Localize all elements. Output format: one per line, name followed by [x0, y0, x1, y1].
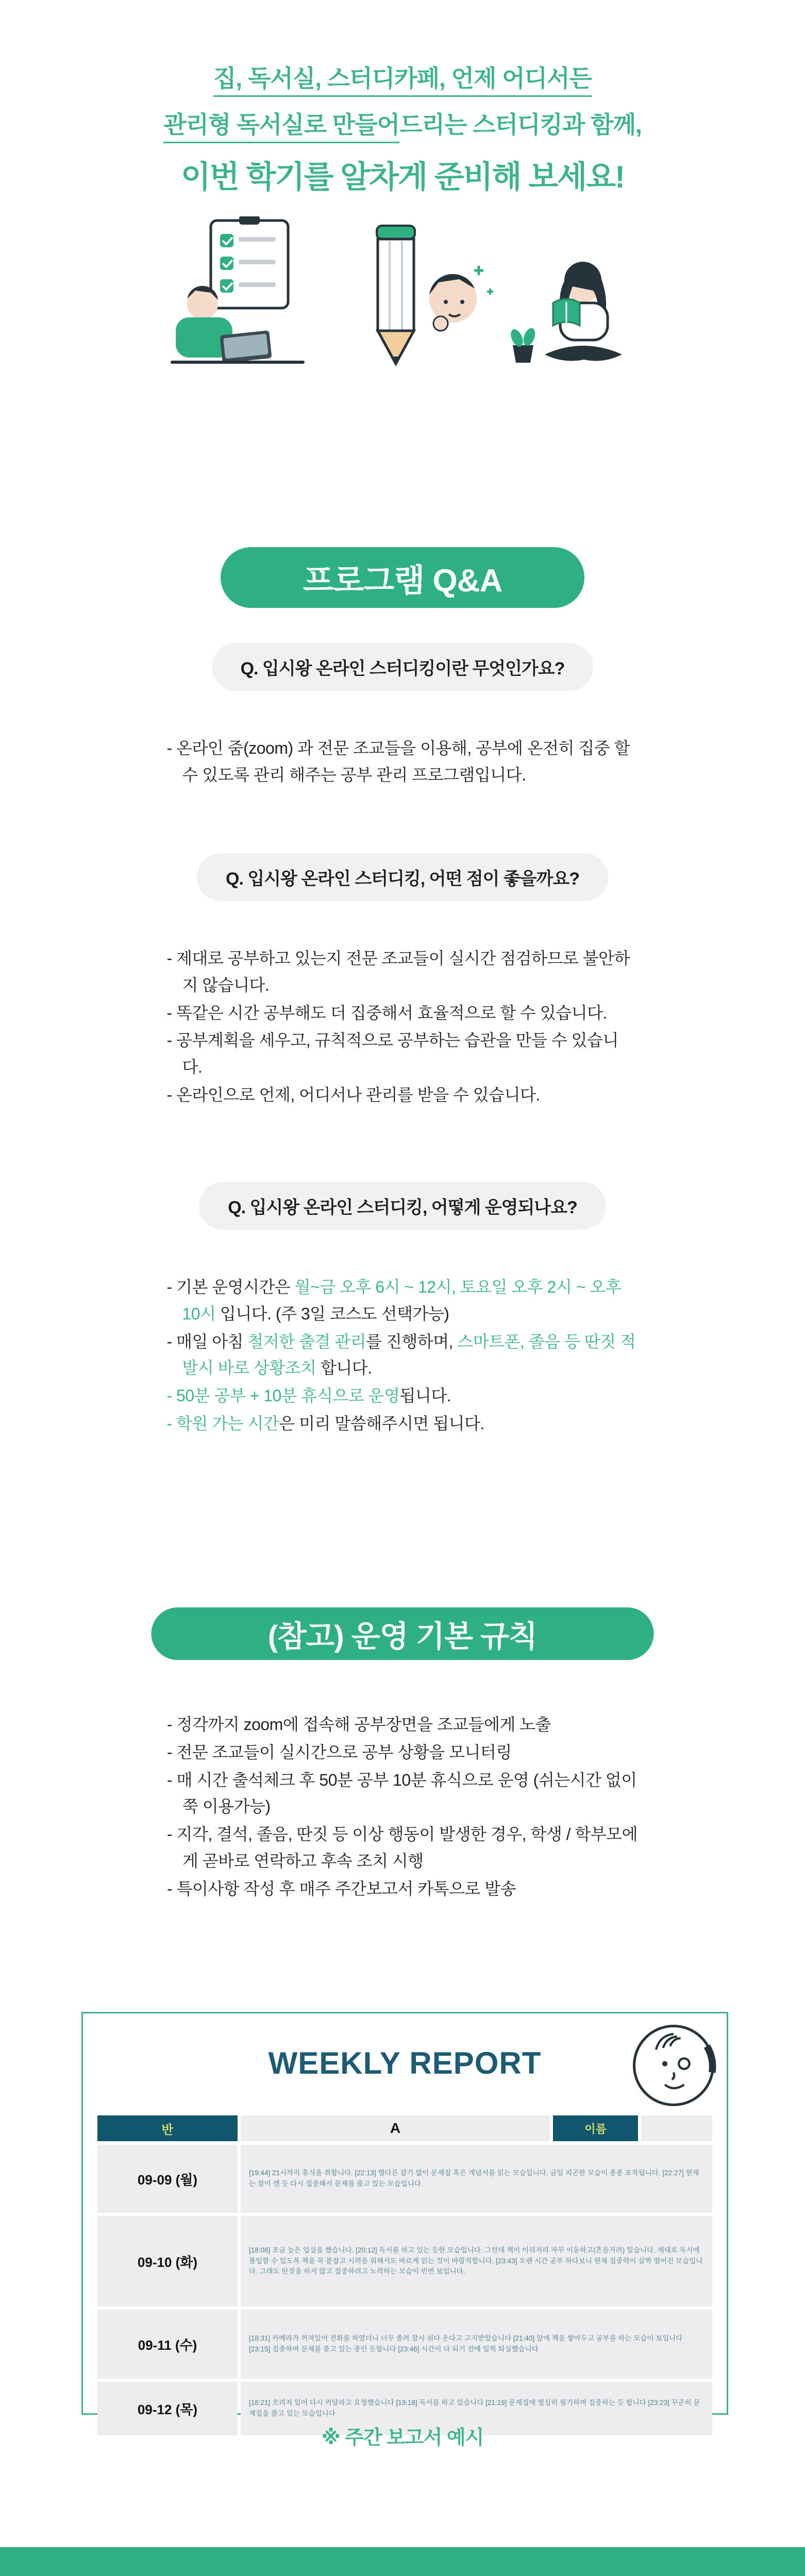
laptop-icon — [220, 330, 272, 363]
answer-line — [167, 1329, 639, 1382]
report-row — [97, 2216, 712, 2307]
intro-line-1 — [0, 60, 805, 94]
qa-section-1 — [0, 643, 805, 790]
question-pill-wrap — [0, 853, 805, 901]
brand-stamp-icon — [630, 2022, 717, 2109]
book-icon — [553, 299, 580, 326]
plant-icon — [509, 327, 538, 363]
answer-list — [167, 735, 639, 789]
question-pill-wrap — [0, 1182, 805, 1230]
report-row-date: 09-12 (목) — [97, 2382, 238, 2435]
answer-highlight-text: - 학원 가는 시간 — [166, 1414, 279, 1433]
report-row-note: [18:21] 흐려져 있어 다시 켜달라고 요청했습니다 [19:18] 독서를 하고 있습니다 [21:19] 문제집에 열심히 필기하며 집중하는 듯 합니다 [23:23] 꾸준히 문제집을 풀고 있는 모습입니다 — [241, 2382, 712, 2435]
rules-banner: (참고) 운영 기본 규칙 — [152, 1607, 654, 1660]
answer-line — [167, 1411, 639, 1437]
footer-band — [0, 2547, 805, 2576]
report-table-header — [97, 2115, 712, 2141]
report-col-class: 반 — [97, 2115, 238, 2141]
rule-line: - 지각, 결석, 졸음, 딴짓 등 이상 행동이 발생한 경우, 학생 / 학부모에게 곧바로 연락하고 후속 조치 시행 — [167, 1825, 638, 1871]
pencil-icon — [377, 226, 415, 364]
answer-highlight-text: - 50분 공부 + 10분 휴식으로 운영 — [166, 1386, 400, 1405]
report-row-note: [18:08] 조금 늦은 입실을 했습니다. [20:12] 독서를 하고 있는 듯한 모습입니다. 그런데 책이 이리저리 자꾸 이동하고(흔들거려) 있습니다. 제대로 독서에 몰입할 수 있도록 책을 꼭 붙잡고 시력을 위해서도 바르게 읽는 것이 바람직합니다. [23:43] 오랜 시간 공부 하다보니 현재 집중력이 살짝 떨어진 모습입니다. 그래도 딴짓을 하지 않고 집중하려고 노력하는 모습이 빈번 보입니다. — [241, 2216, 712, 2307]
intro-block — [0, 60, 805, 197]
rule-line: - 특이사항 작성 후 매주 주간보고서 카톡으로 발송 — [167, 1879, 516, 1898]
answer-text: - 공부계획을 세우고, 규칙적으로 공부하는 습관을 만들 수 있습니다. — [166, 1031, 618, 1077]
rules-list — [167, 1711, 651, 1904]
report-row-date: 09-10 (화) — [97, 2216, 238, 2307]
report-row-note: [19:44] 21시까지 휴식을 취합니다. [22:13] 별다른 잡기 없이 문제집 혹은 개념서를 읽는 모습입니다. 금일 피곤한 모습이 종종 포착됩니다. [22:27] 현재는 잠이 깬 듯 다시 집중해서 문제를 풀고 있는 모습입니다. — [241, 2145, 712, 2213]
answer-text: 은 미리 말씀해주시면 됩니다. — [279, 1414, 484, 1433]
answer-line — [167, 1383, 639, 1410]
answer-text: - 온라인 줌(zoom) 과 전문 조교들을 이용해, 공부에 온전히 집중 할 수 있도록 관리 해주는 공부 관리 프로그램입니다. — [166, 739, 630, 784]
intro-line-2 — [0, 106, 805, 140]
intro-line-2-rest: 드리는 스터디킹과 함께, — [399, 111, 642, 138]
answer-line — [167, 1082, 639, 1109]
answer-list — [167, 945, 639, 1109]
question-pill-wrap — [0, 643, 805, 691]
qa-section-2 — [0, 853, 805, 1110]
reading-student-figure — [509, 262, 622, 363]
checklist-icon — [211, 216, 288, 308]
studying-illustration — [171, 216, 634, 371]
report-table-body — [97, 2145, 712, 2438]
answer-text: - 기본 운영시간은 — [166, 1278, 295, 1296]
answer-list — [167, 1274, 639, 1437]
headline: 이번 학기를 알차게 준비해 보세요! — [180, 160, 625, 194]
answer-text: - 온라인으로 언제, 어디서나 관리를 받을 수 있습니다. — [166, 1086, 540, 1105]
report-col-a: A — [241, 2115, 550, 2141]
intro-line-1-text: 집, 독서실, 스터디카페, 언제 어디서든 — [213, 65, 592, 97]
report-row — [97, 2145, 712, 2213]
rule-line: - 정각까지 zoom에 접속해 공부장면을 조교들에게 노출 — [167, 1715, 551, 1734]
answer-text: - 똑같은 시간 공부해도 더 집중해서 효율적으로 할 수 있습니다. — [166, 1003, 607, 1022]
answer-line — [167, 735, 639, 789]
answer-highlight-text: 철저한 출결 관리 — [247, 1332, 366, 1351]
answer-line — [167, 1000, 639, 1027]
report-row-date: 09-09 (월) — [97, 2145, 238, 2213]
report-col-blank — [641, 2115, 712, 2141]
answer-text: 입니다. (주 3일 코스도 선택가능) — [215, 1304, 449, 1323]
program-qa-banner: 프로그램 Q&A — [221, 547, 584, 608]
report-row — [97, 2310, 712, 2379]
weekly-report-card — [81, 2012, 728, 2415]
rule-line: - 전문 조교들이 실시간으로 공부 상황을 모니터링 — [167, 1742, 512, 1761]
answer-text: 합니다. — [316, 1359, 372, 1378]
report-row-note: [18:31] 카메라가 꺼져있어 전화를 하였더니 너무 졸려 잠시 쉬다 온다고 고지받았습니다 [21:40] 앞에 책을 쌓아두고 공부를 하는 모습이 보입니다 [23:15] 집중하며 문제를 풀고 있는 중인 듯합니다 [23:46] 시간이 다 되기 전에 일찍 퇴실했습니다 — [241, 2310, 712, 2379]
answer-line — [167, 1274, 639, 1328]
answer-text: 를 진행하며, — [366, 1332, 458, 1351]
question-pill: Q. 입시왕 온라인 스터디킹, 어떻게 운영되나요? — [199, 1182, 606, 1230]
answer-line — [167, 1027, 639, 1081]
report-row-date: 09-11 (수) — [97, 2310, 238, 2379]
rule-line: - 매 시간 출석체크 후 50분 공부 10분 휴식으로 운영 (쉬는시간 없이 쭉 이용가능) — [167, 1770, 637, 1816]
answer-text: - 제대로 공부하고 있는지 전문 조교들이 실시간 점검하므로 불안하지 않습니다. — [166, 949, 630, 994]
answer-text: 됩니다. — [399, 1386, 451, 1405]
answer-highlight-text: 스마트폰, 졸음 등 딴짓 적발시 바로 상황조치 — [182, 1332, 636, 1378]
intro-line-2-underlined: 관리형 독서실로 만들어 — [163, 111, 399, 143]
question-pill: Q. 입시왕 온라인 스터디킹이란 무엇인가요? — [212, 643, 594, 691]
report-col-name: 이름 — [553, 2115, 638, 2141]
qa-section-3 — [0, 1182, 805, 1438]
answer-line — [167, 945, 639, 999]
answer-text: - 매일 아침 — [166, 1332, 248, 1351]
question-pill: Q. 입시왕 온라인 스터디킹, 어떤 점이 좋을까요? — [197, 853, 608, 901]
answer-highlight-text: 월~금 오후 6시 ~ 12시, 토요일 오후 2시 ~ 오후 10시 — [182, 1278, 622, 1323]
report-caption: ※ 주간 보고서 예시 — [321, 2427, 484, 2449]
weekly-report-title: WEEKLY REPORT — [268, 2046, 542, 2080]
thinking-student-figure — [429, 266, 493, 331]
